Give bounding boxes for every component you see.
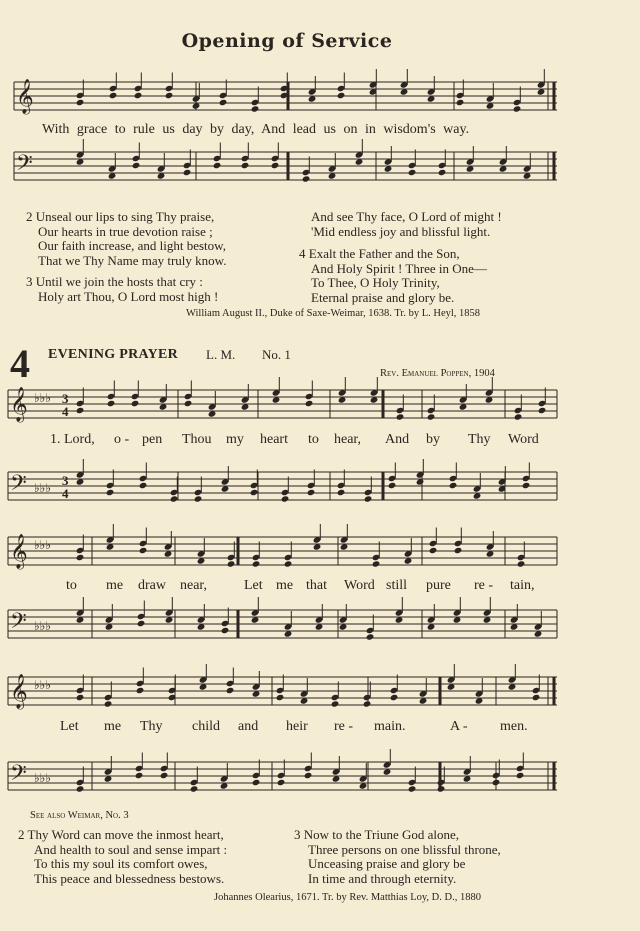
note-head bbox=[514, 413, 523, 420]
lyric-syllable: by bbox=[426, 432, 440, 447]
lyric-syllable: heart bbox=[260, 432, 288, 447]
verse-line: Eternal praise and glory be. bbox=[311, 289, 455, 305]
hymn-attribution: Johannes Olearius, 1671. Tr. by Rev. Matthias Loy, D. D., 1880 bbox=[214, 892, 481, 903]
note-head bbox=[219, 99, 228, 106]
note-head bbox=[302, 175, 311, 182]
lyric-syllable: near, bbox=[180, 578, 208, 593]
note-head bbox=[396, 413, 405, 420]
note-head bbox=[190, 785, 199, 792]
lyric-syllable: draw bbox=[138, 578, 166, 593]
lyric-syllable: Word bbox=[508, 432, 539, 447]
lyric-syllable: Thou bbox=[182, 432, 212, 447]
svg-text:♭♭♭: ♭♭♭ bbox=[34, 619, 51, 633]
note-head bbox=[184, 400, 193, 407]
note-head bbox=[251, 105, 260, 112]
note-head bbox=[331, 700, 340, 707]
lyric-syllable: re - bbox=[474, 578, 494, 593]
verse-line: 2 Unseal our lips to sing Thy praise, bbox=[26, 209, 215, 224]
svg-text:♭♭♭: ♭♭♭ bbox=[34, 538, 51, 552]
svg-text:♭♭♭: ♭♭♭ bbox=[34, 481, 51, 495]
note-head bbox=[137, 620, 146, 627]
lyric-syllable: tain, bbox=[510, 578, 535, 593]
note-head bbox=[135, 772, 144, 779]
svg-text:♭♭♭: ♭♭♭ bbox=[34, 678, 51, 692]
verse-line: And Holy Spirit ! Three in One— bbox=[311, 260, 487, 276]
svg-text:𝄢: 𝄢 bbox=[10, 761, 27, 790]
tune-number: No. 1 bbox=[262, 347, 291, 362]
verse-line: Unceasing praise and glory be bbox=[308, 856, 466, 872]
verse-line: Holy art Thou, O Lord most high ! bbox=[38, 288, 219, 304]
prev-treble-staff bbox=[0, 80, 640, 116]
note-head bbox=[194, 495, 203, 502]
note-head bbox=[284, 560, 293, 567]
lyric-syllable: Word bbox=[344, 578, 375, 593]
system3-lyrics bbox=[0, 719, 640, 737]
lyric-syllable: to bbox=[66, 578, 77, 593]
note-head bbox=[408, 169, 417, 176]
svg-text:𝄞: 𝄞 bbox=[16, 80, 34, 113]
svg-text:𝄞: 𝄞 bbox=[10, 675, 28, 708]
verse-line: That we Thy Name may truly know. bbox=[38, 252, 227, 268]
note-head bbox=[277, 779, 286, 786]
system3-bass-staff bbox=[0, 760, 640, 796]
svg-text:𝄞: 𝄞 bbox=[10, 388, 28, 421]
system2-lyrics bbox=[0, 578, 640, 596]
lyric-syllable: me bbox=[106, 578, 124, 593]
note-head bbox=[213, 162, 222, 169]
svg-text:4: 4 bbox=[62, 404, 69, 419]
note-head bbox=[131, 400, 140, 407]
prev-bass-staff bbox=[0, 150, 640, 186]
svg-text:3: 3 bbox=[62, 473, 69, 488]
see-also-note: See also Weimar, No. 3 bbox=[30, 810, 129, 821]
hymn-verse-3 bbox=[294, 828, 501, 886]
svg-text:♭♭♭: ♭♭♭ bbox=[34, 391, 51, 405]
prev-attribution: William August II., Duke of Saxe-Weimar, 1638. Tr. by L. Heyl, 1858 bbox=[186, 308, 481, 319]
lyric-syllable: men. bbox=[500, 719, 528, 734]
lyric-syllable: me bbox=[276, 578, 294, 593]
verse-line: 3 Now to the Triune God alone, bbox=[294, 827, 460, 842]
lyric-syllable: Thy bbox=[468, 432, 491, 447]
lyric-syllable: 1. Lord, bbox=[50, 432, 95, 447]
note-head bbox=[160, 772, 169, 779]
note-head bbox=[304, 772, 313, 779]
hymn-verse-2 bbox=[18, 828, 227, 886]
note-head bbox=[337, 92, 346, 99]
note-head bbox=[139, 482, 148, 489]
lyric-syllable: Thy bbox=[140, 719, 163, 734]
note-head bbox=[134, 92, 143, 99]
note-head bbox=[305, 400, 314, 407]
note-head bbox=[136, 687, 145, 694]
lyric-syllable: pen bbox=[142, 432, 163, 447]
note-head bbox=[132, 162, 141, 169]
lyric-syllable: me bbox=[104, 719, 122, 734]
lyric-syllable: heir bbox=[286, 719, 308, 734]
svg-text:♭♭♭: ♭♭♭ bbox=[34, 771, 51, 785]
note-head bbox=[165, 92, 174, 99]
verse-line: Three persons on one blissful throne, bbox=[308, 841, 501, 857]
note-head bbox=[449, 482, 458, 489]
note-head bbox=[390, 694, 399, 701]
svg-text:𝄢: 𝄢 bbox=[10, 609, 27, 638]
hymn-meter: L. M. bbox=[206, 347, 236, 362]
lyric-syllable: and bbox=[238, 719, 259, 734]
note-head bbox=[109, 92, 118, 99]
verse-line: To this my soul its comfort owes, bbox=[34, 856, 208, 872]
lyric-syllable: o - bbox=[114, 432, 130, 447]
note-head bbox=[107, 400, 116, 407]
verse-line: 3 Until we join the hosts that cry : bbox=[26, 274, 203, 289]
prev-verse-3 bbox=[26, 275, 218, 304]
svg-text:𝄢: 𝄢 bbox=[10, 471, 27, 500]
prev-verse-3-cont bbox=[311, 210, 502, 239]
lyric-syllable: re - bbox=[334, 719, 354, 734]
lyric-syllable: main. bbox=[374, 719, 406, 734]
lyric-syllable: still bbox=[386, 578, 408, 593]
verse-line: 4 Exalt the Father and the Son, bbox=[299, 246, 460, 261]
note-head bbox=[76, 99, 85, 106]
note-head bbox=[76, 407, 85, 414]
verse-line: To Thee, O Holy Trinity, bbox=[311, 275, 440, 291]
note-head bbox=[276, 694, 285, 701]
note-head bbox=[427, 413, 436, 420]
note-head bbox=[517, 560, 526, 567]
note-head bbox=[281, 495, 290, 502]
note-head bbox=[106, 489, 115, 496]
note-head bbox=[456, 99, 465, 106]
lyric-syllable: that bbox=[306, 578, 327, 593]
note-head bbox=[250, 489, 259, 496]
hymn-number: 4 bbox=[10, 341, 30, 386]
lyric-syllable: hear, bbox=[334, 432, 362, 447]
verse-line: Our faith increase, and light bestow, bbox=[38, 238, 226, 254]
composer: Rev. Emanuel Poppen, 1904 bbox=[380, 368, 495, 379]
note-head bbox=[226, 687, 235, 694]
lyric-syllable: pure bbox=[426, 578, 451, 593]
note-head bbox=[337, 489, 346, 496]
note-head bbox=[492, 779, 501, 786]
note-head bbox=[139, 547, 148, 554]
note-head bbox=[429, 547, 438, 554]
note-head bbox=[104, 700, 113, 707]
svg-text:𝄞: 𝄞 bbox=[10, 535, 28, 568]
note-head bbox=[388, 482, 397, 489]
note-head bbox=[307, 489, 316, 496]
note-head bbox=[183, 169, 192, 176]
svg-text:3: 3 bbox=[62, 391, 69, 406]
note-head bbox=[366, 633, 375, 640]
note-head bbox=[363, 700, 372, 707]
lyric-syllable: And bbox=[385, 432, 410, 447]
note-head bbox=[76, 554, 85, 561]
lyric-syllable: A - bbox=[450, 719, 468, 734]
note-head bbox=[372, 560, 381, 567]
verse-line: In time and through eternity. bbox=[308, 870, 457, 886]
note-head bbox=[532, 694, 541, 701]
lyric-syllable: my bbox=[226, 432, 244, 447]
note-head bbox=[252, 560, 261, 567]
prev-lyric-line: With grace to rule us day by day, And lead us on in wisdom's way. bbox=[42, 122, 470, 137]
note-head bbox=[437, 785, 446, 792]
verse-line: 'Mid endless joy and blissful light. bbox=[311, 223, 491, 239]
lyric-syllable: Let bbox=[60, 719, 79, 734]
note-head bbox=[408, 785, 417, 792]
hymn-title: EVENING PRAYER bbox=[48, 347, 179, 362]
prev-verse-2 bbox=[26, 210, 226, 268]
verse-line: And see Thy face, O Lord of might ! bbox=[311, 209, 502, 224]
system2-treble-staff bbox=[0, 535, 640, 571]
note-head bbox=[170, 495, 179, 502]
note-head bbox=[454, 547, 463, 554]
note-head bbox=[76, 785, 85, 792]
svg-text:4: 4 bbox=[62, 486, 69, 501]
verse-line: And health to soul and sense impart : bbox=[34, 841, 228, 857]
note-head bbox=[76, 694, 85, 701]
note-head bbox=[252, 779, 261, 786]
note-head bbox=[438, 169, 447, 176]
note-head bbox=[513, 105, 522, 112]
note-head bbox=[516, 772, 525, 779]
lyric-syllable: Let bbox=[244, 578, 263, 593]
verse-line: Our hearts in true devotion raise ; bbox=[38, 223, 213, 239]
note-head bbox=[241, 162, 250, 169]
system1-bass-staff bbox=[0, 470, 640, 506]
note-head bbox=[364, 495, 373, 502]
system3-treble-staff bbox=[0, 675, 640, 711]
system1-lyrics bbox=[0, 432, 640, 450]
prev-verse-4 bbox=[299, 247, 487, 305]
verse-line: This peace and blessedness bestows. bbox=[34, 870, 225, 886]
system1-treble-staff bbox=[0, 388, 640, 424]
page-title: Opening of Service bbox=[181, 30, 393, 52]
note-head bbox=[227, 560, 236, 567]
note-head bbox=[522, 482, 531, 489]
lyric-syllable: to bbox=[308, 432, 319, 447]
note-head bbox=[538, 407, 547, 414]
note-head bbox=[221, 627, 230, 634]
lyric-syllable: child bbox=[192, 719, 220, 734]
note-head bbox=[271, 162, 280, 169]
svg-text:𝄢: 𝄢 bbox=[16, 151, 33, 180]
verse-line: 2 Thy Word can move the inmost heart, bbox=[18, 827, 224, 842]
system2-bass-staff bbox=[0, 608, 640, 644]
